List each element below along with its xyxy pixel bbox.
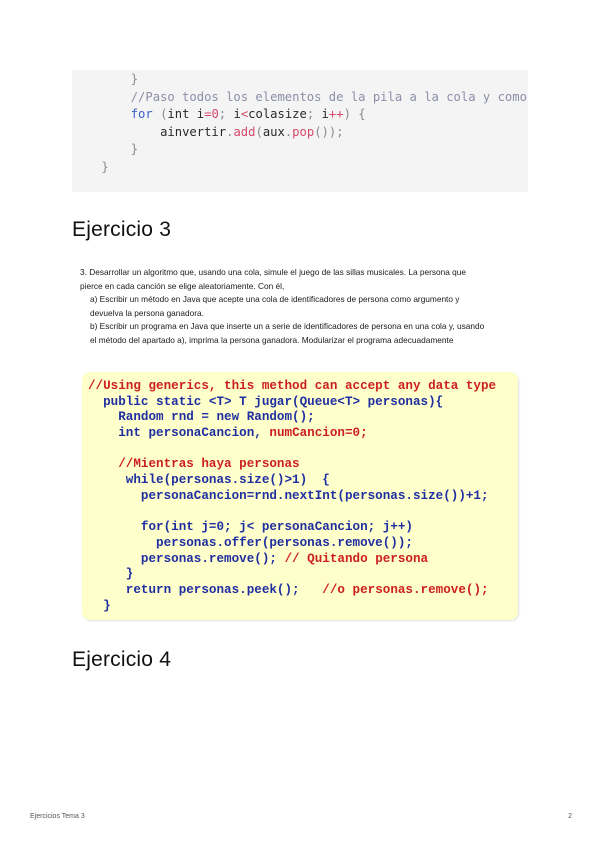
previous-code bbox=[72, 71, 527, 177]
statement-line: a) Escribir un método en Java que acepte una cola de identificadores de persona como argumento y bbox=[90, 294, 460, 305]
code-line: for (int i=0; i<colasize; i++) { bbox=[130, 107, 366, 122]
code-text: personas.remove(); bbox=[88, 551, 285, 566]
exercise-3-statement bbox=[80, 266, 528, 348]
code-line: while(personas.size()>1) { bbox=[88, 473, 330, 488]
code-line: } bbox=[72, 142, 139, 157]
statement-line: b) Escribir un programa en Java que inserte un a serie de identificadores de persona en una cola y, usando bbox=[90, 321, 485, 332]
code-line: } bbox=[72, 72, 139, 86]
code-line: for(int j=0; j< personaCancion; j++) bbox=[88, 520, 413, 535]
code-line bbox=[88, 442, 496, 458]
code-line: } bbox=[72, 159, 109, 174]
code-line: } bbox=[88, 567, 134, 582]
statement-line: el método del apartado a), imprima la persona ganadora. Modularizar el programa adecuadamente bbox=[90, 334, 454, 345]
code-line: } bbox=[88, 598, 111, 613]
statement-line: devuelva la persona ganadora. bbox=[90, 307, 204, 318]
statement-line: pierce en cada canción se elige aleatoriamente. Con él, bbox=[80, 280, 285, 291]
solution-code-block bbox=[82, 372, 518, 620]
code-line: personas.offer(personas.remove()); bbox=[88, 535, 413, 550]
code-text: numCancion=0; bbox=[269, 426, 368, 441]
code-line: personaCancion=rnd.nextInt(personas.size())+1; bbox=[88, 488, 489, 503]
code-line bbox=[88, 426, 496, 442]
code-text: return personas.peek(); bbox=[88, 582, 323, 597]
footer-document-title: Ejercicios Tema 3 bbox=[30, 813, 85, 820]
code-comment: //Using generics, this method can accept any data type bbox=[88, 379, 497, 393]
code-line bbox=[72, 89, 527, 107]
code-line: ainvertir.add(aux.pop()); bbox=[160, 124, 344, 139]
exercise-4-title: Ejercicio 4 bbox=[72, 648, 172, 671]
previous-code-block bbox=[72, 70, 528, 192]
code-comment: // Quitando persona bbox=[284, 551, 429, 566]
code-line bbox=[88, 552, 496, 568]
code-line bbox=[88, 505, 496, 521]
code-text: int personaCancion, bbox=[88, 426, 270, 441]
footer-page-number: 2 bbox=[568, 813, 572, 820]
code-line: public static <T> T jugar(Queue<T> personas){ bbox=[88, 394, 444, 409]
code-line bbox=[88, 583, 496, 599]
statement-line: 3. Desarrollar un algoritmo que, usando una cola, simule el juego de las sillas musicales. La persona que bbox=[80, 267, 467, 277]
code-comment: //o personas.remove(); bbox=[322, 582, 489, 597]
code-comment: //Paso todos los elementos de la pila a la cola y como bbox=[72, 89, 527, 104]
code-comment: //Mientras haya personas bbox=[88, 457, 300, 472]
solution-code bbox=[88, 379, 496, 614]
code-line: Random rnd = new Random(); bbox=[88, 410, 315, 425]
exercise-3-title: Ejercicio 3 bbox=[72, 218, 172, 241]
